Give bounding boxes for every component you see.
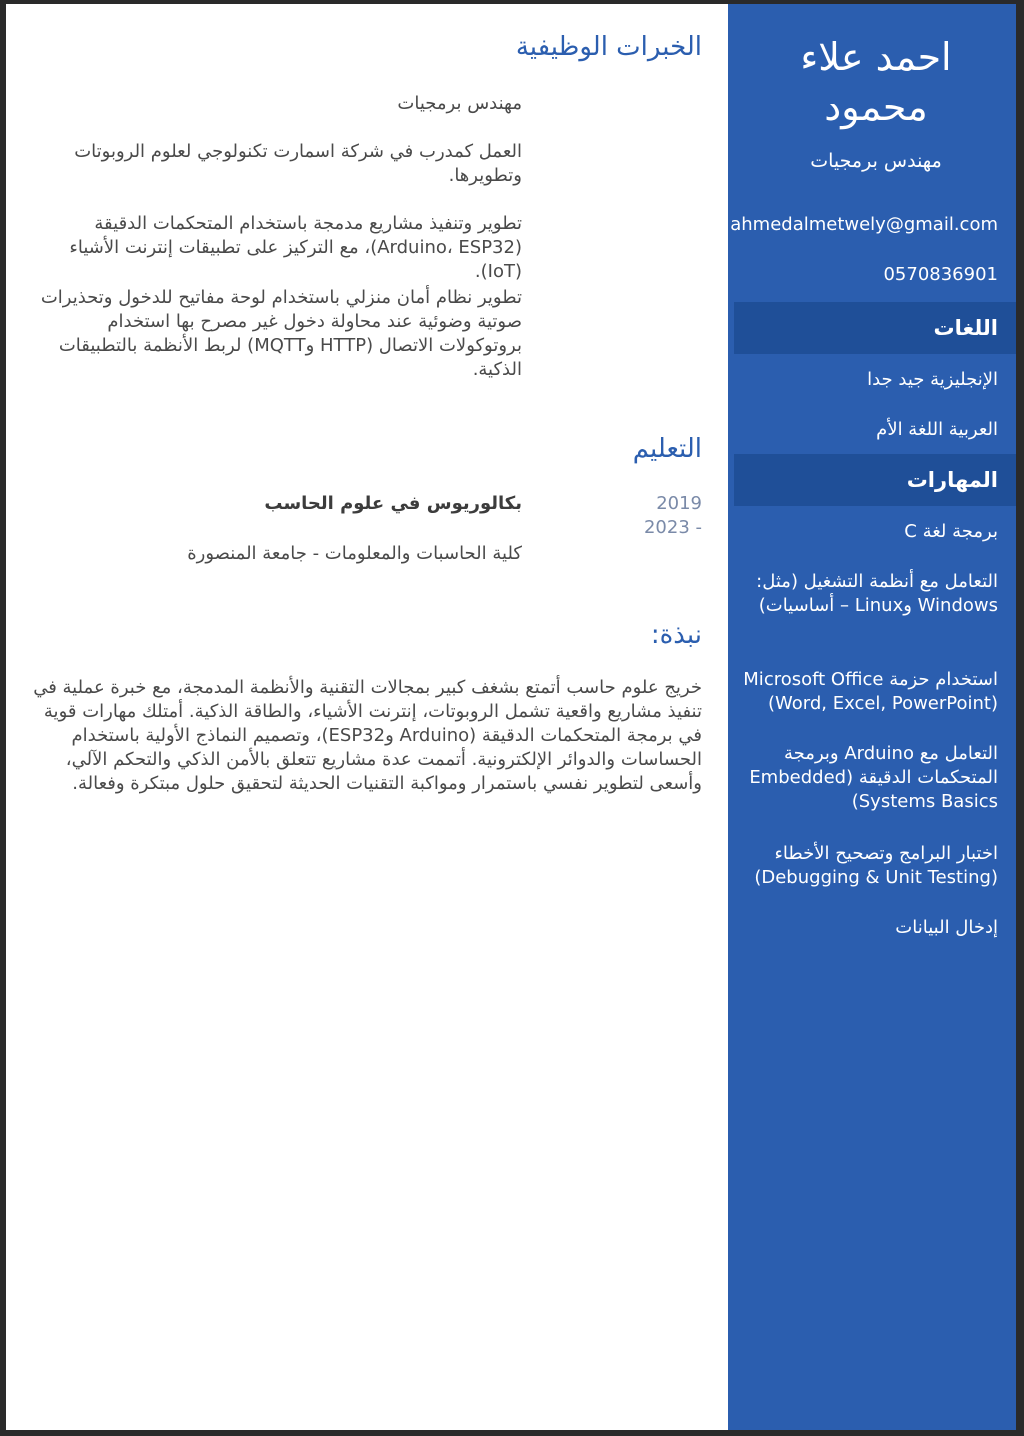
experience-line: تطوير وتنفيذ مشاريع مدمجة باستخدام المتحكمات الدقيقة (Arduino، ESP32)، مع التركيز على تطبيقات إنترنت الأشياء (IoT). (69, 213, 522, 282)
skill-item: إدخال البيانات (895, 917, 998, 938)
summary-text: خريج علوم حاسب أتمتع بشغف كبير بمجالات التقنية والأنظمة المدمجة، مع خبرة عملية في تنفيذ مشاريع واقعية تشمل الروبوتات، إنترنت الأشياء، والطاقة الذكية. أمتلك مهارات قوية في برمجة المتحكمات الدقيقة (Arduino وESP32)، وتصميم النماذج الأولية باستخدام الحساسات والدوائر الإلكترونية. أتممت عدة مشاريع تتعلق بالأمن الذكي والتحكم الآلي، وأسعى لتطوير نفسي باستمرار ومواكبة التقنيات الحديثة لتحقيق حلول مبتكرة وفعالة. (33, 677, 702, 794)
email-address: ahmedalmetwely@gmail.com (730, 214, 998, 235)
main-content (6, 4, 726, 1430)
skill-item: برمجة لغة C (904, 521, 998, 542)
skill-item: التعامل مع أنظمة التشغيل (مثل: Windows وLinux – أساسيات) (756, 571, 998, 616)
experience-heading: الخبرات الوظيفية (515, 32, 702, 62)
sidebar (728, 4, 1016, 1430)
languages-heading: اللغات (734, 302, 1016, 354)
job-title: مهندس برمجيات (810, 150, 942, 172)
education-years-start: 2019 (656, 493, 702, 514)
skill-item: اختبار البرامج وتصحيح الأخطاء (Debugging & Unit Testing) (754, 843, 998, 888)
language-item: الإنجليزية جيد جدا (867, 369, 998, 390)
resume-page (6, 4, 1016, 1430)
phone-number: 0570836901 (883, 264, 998, 285)
summary-heading: نبذة: (650, 620, 702, 650)
education-years-end: - 2023 (643, 517, 702, 538)
experience-line: العمل كمدرب في شركة اسمارت تكنولوجي لعلوم الروبوتات وتطويرها. (74, 141, 522, 186)
education-heading: التعليم (632, 434, 702, 464)
education-degree: بكالوريوس في علوم الحاسب (264, 493, 522, 514)
skill-item: التعامل مع Arduino وبرمجة المتحكمات الدقيقة (Embedded Systems Basics) (749, 743, 998, 812)
experience-line: تطوير نظام أمان منزلي باستخدام لوحة مفاتيح للدخول وتحذيرات صوتية وضوئية عند محاولة دخول غير مصرح بها استخدام بروتوكولات الاتصال (HTTP وMQTT) لربط الأنظمة بالتطبيقات الذكية. (40, 287, 522, 380)
language-item: العربية اللغة الأم (876, 419, 998, 440)
skill-item: استخدام حزمة Microsoft Office (Word, Excel, PowerPoint) (743, 669, 998, 714)
skills-heading: المهارات (734, 454, 1016, 506)
education-school: كلية الحاسبات والمعلومات - جامعة المنصورة (187, 543, 522, 564)
experience-role: مهندس برمجيات (397, 93, 522, 114)
person-name: احمد علاء محمود (800, 35, 952, 129)
